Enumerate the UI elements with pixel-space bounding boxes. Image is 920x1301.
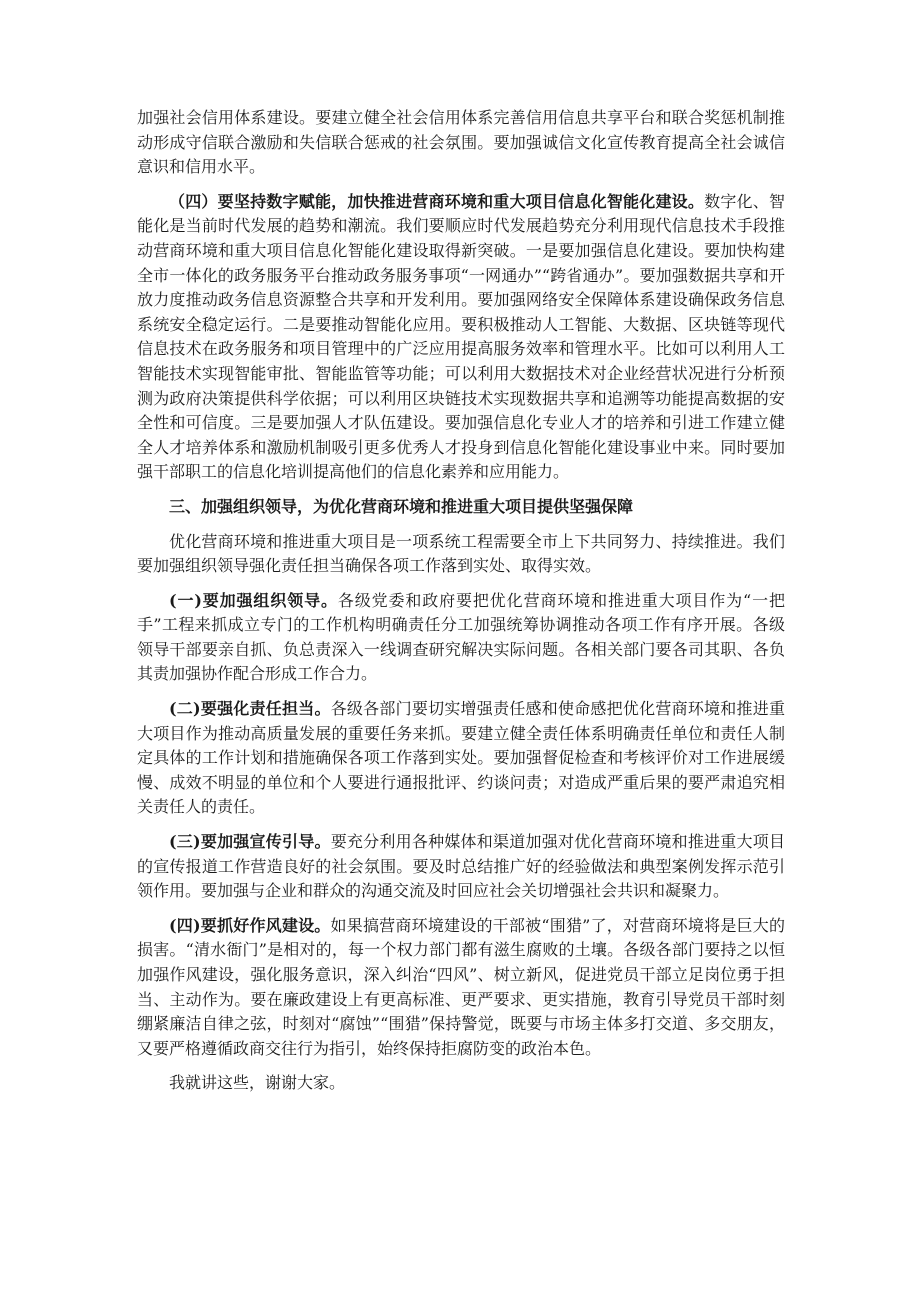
paragraph-text: 各级党委和政府要把优化营商环境和推进重大项目作为“一把手”工程来抓成立专门的工作机构明确责任分工加强统筹协调推动各项工作有序开展。各级领导干部要亲自抓、负总责深入一线调查研究解决实际问题。各相关部门要各司其职、各负其责加强协作配合形成工作合力。 <box>137 590 785 684</box>
paragraph-publicity <box>137 830 785 904</box>
paragraph-lead: (一)要加强组织领导。 <box>169 590 338 610</box>
paragraph-lead: （四）要坚持数字赋能，加快推进营商环境和重大项目信息化智能化建设。 <box>169 191 705 211</box>
paragraph-intro <box>137 530 785 579</box>
paragraph-digital-empowerment <box>137 190 785 485</box>
paragraph-text: 要充分利用各种媒体和渠道加强对优化营商环境和推进重大项目的宣传报道工作营造良好的社会氛围。要及时总结推广好的经验做法和典型案例发挥示范引领作用。要加强与企业和群众的沟通交流及时回应社会关切增强社会共识和凝聚力。 <box>137 832 785 901</box>
paragraph-text: 各级各部门要切实增强责任感和使命感把优化营商环境和推进重大项目作为推动高质量发展的重要任务来抓。要建立健全责任体系明确责任单位和责任人制定具体的工作计划和措施确保各项工作落到实处。要加强督促检查和考核评价对工作进展缓慢、成效不明显的单位和个人要进行通报批评、约谈问责；对造成严重后果的要严肃追究相关责任人的责任。 <box>137 699 785 817</box>
paragraph-text: 加强社会信用体系建设。要建立健全社会信用体系完善信用信息共享平台和联合奖惩机制推动形成守信联合激励和失信联合惩戒的社会氛围。要加强诚信文化宣传教育提高全社会诚信意识和信用水平。 <box>137 108 785 177</box>
paragraph-text: 数字化、智能化是当前时代发展的趋势和潮流。我们要顺应时代发展趋势充分利用现代信息技术手段推动营商环境和重大项目信息化智能化建设取得新突破。一是要加强信息化建设。要加快构建全市一体化的政务服务平台推动政务服务事项“一网通办”“跨省通办”。要加强数据共享和开放力度推动政务信息资源整合共享和开发利用。要加强网络安全保障体系建设确保政务信息系统安全稳定运行。二是要推动智能化应用。要积极推动人工智能、大数据、区块链等现代信息技术在政务服务和项目管理中的广泛应用提高服务效率和管理水平。比如可以利用人工智能技术实现智能审批、智能监管等功能；可以利用大数据技术对企业经营状况进行分析预测为政府决策提供科学依据；可以利用区块链技术实现数据共享和追溯等功能提高数据的安全性和可信度。三是要加强人才队伍建设。要加强信息化专业人才的培养和引进工作建立健全人才培养体系和激励机制吸引更多优秀人才投身到信息化智能化建设事业中来。同时要加强干部职工的信息化培训提高他们的信息化素养和应用能力。 <box>137 191 785 482</box>
paragraph-lead: (二)要强化责任担当。 <box>169 699 331 719</box>
section-heading-3: 三、加强组织领导，为优化营商环境和推进重大项目提供坚强保障 <box>169 496 634 516</box>
paragraph-text: 如果搞营商环境建设的干部被“围猎”了，对营商环境将是巨大的损害。“清水衙门”是相对的，每一个权力部门都有滋生腐败的土壤。各级各部门要持之以恒加强作风建设，强化服务意识，深入纠治“四风”、树立新风，促进党员干部立足岗位勇于担当、主动作为。要在廉政建设上有更高标准、更严要求、更实措施，教育引导党员干部时刻绷紧廉洁自律之弦，时刻对“腐蚀”“围猎”保持警觉，既要与市场主体多打交道、多交朋友，又要严格遵循政商交往行为指引，始终保持拒腐防变的政治本色。 <box>137 915 785 1058</box>
paragraph-credit-system <box>137 106 785 180</box>
paragraph-work-style <box>137 914 785 1062</box>
paragraph-text: 优化营商环境和推进重大项目是一项系统工程需要全市上下共同努力、持续推进。我们要加强组织领导强化责任担当确保各项工作落到实处、取得实效。 <box>137 531 785 576</box>
paragraph-responsibility <box>137 697 785 820</box>
paragraph-lead: (三)要加强宣传引导。 <box>169 832 331 852</box>
paragraph-organization <box>137 589 785 687</box>
paragraph-text: 我就讲这些，谢谢大家。 <box>169 1073 346 1093</box>
document-page <box>137 106 785 1096</box>
paragraph-closing <box>137 1071 785 1096</box>
paragraph-lead: (四)要抓好作风建设。 <box>169 915 331 935</box>
